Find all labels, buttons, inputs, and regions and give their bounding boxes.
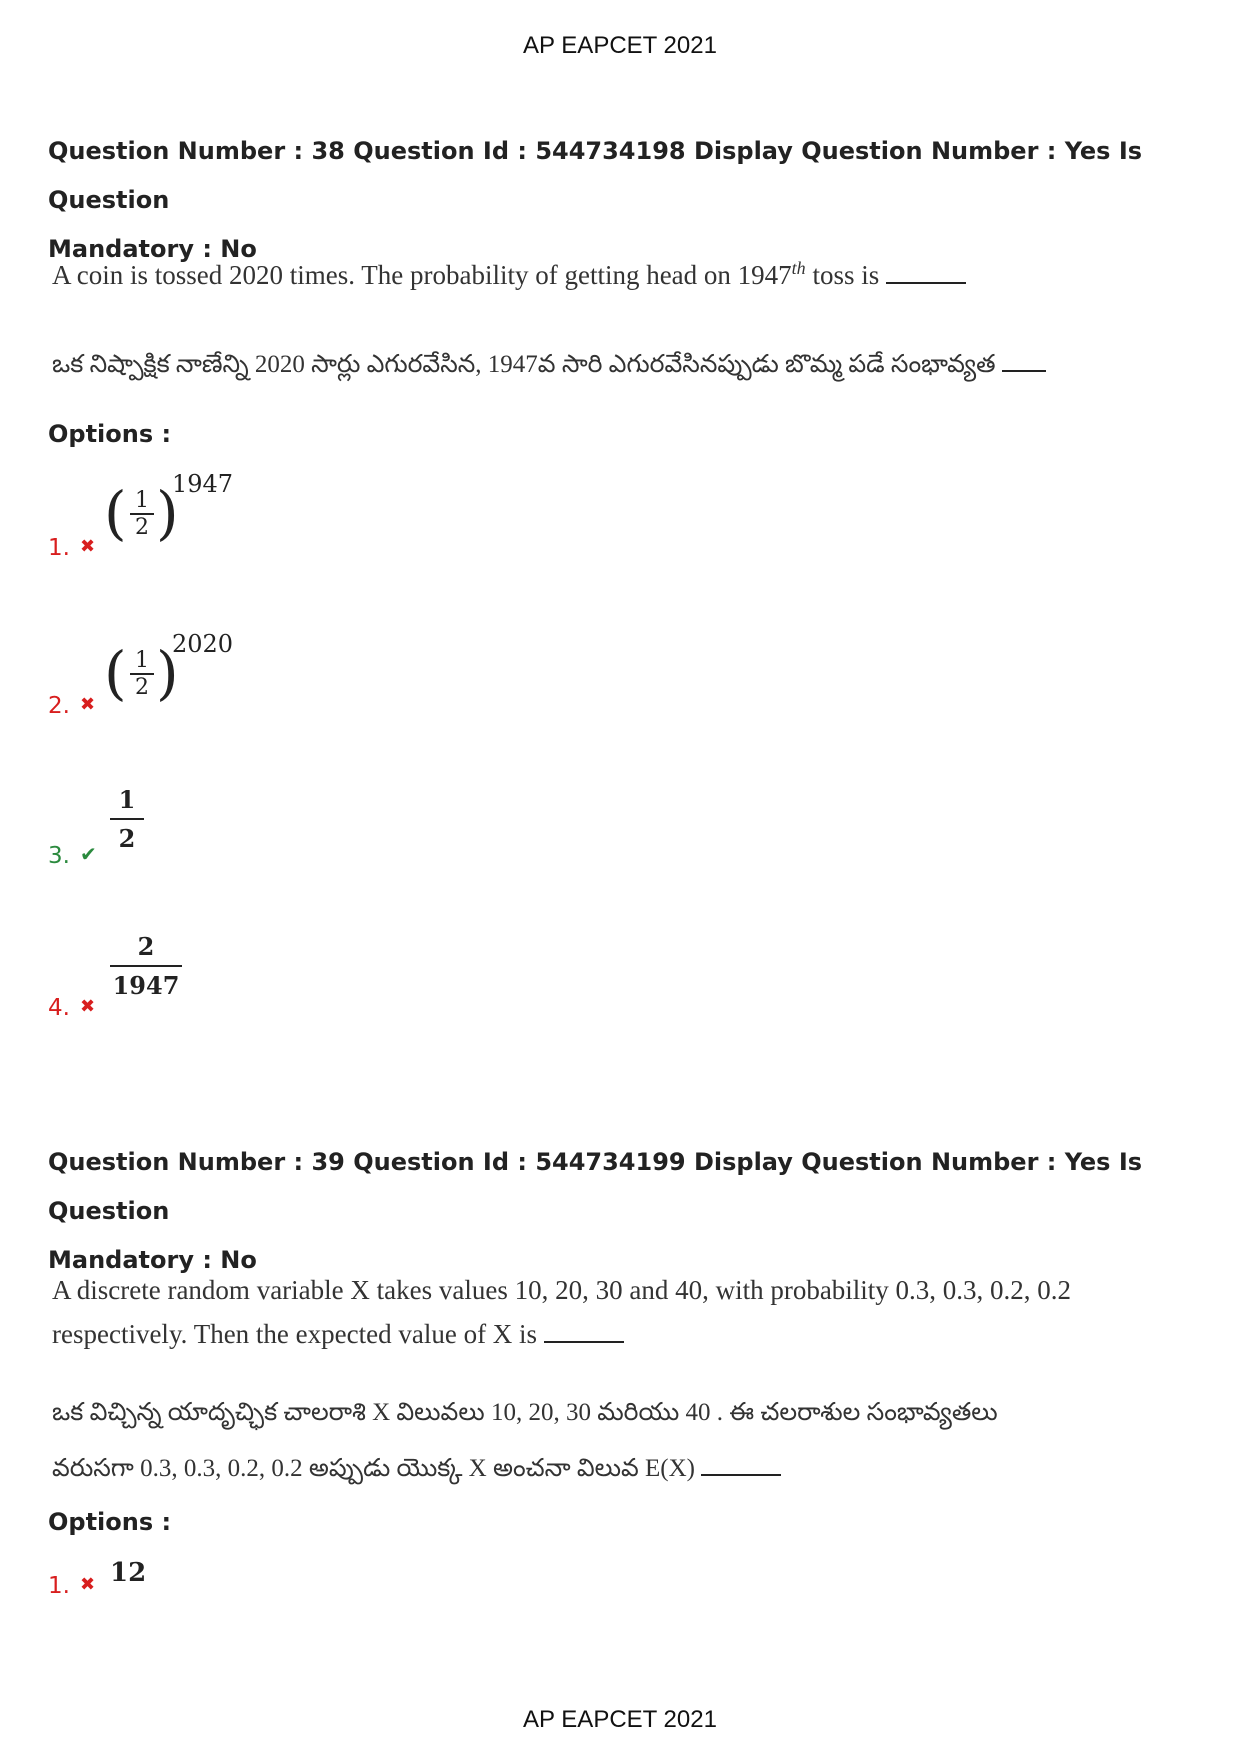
- option-number: 2.: [48, 693, 70, 719]
- right-paren: ): [156, 639, 179, 707]
- question-38-meta-line2: Mandatory : No: [48, 235, 257, 263]
- question-39-text-te-line2-content: వరుసగా 0.3, 0.3, 0.2, 0.2 అప్పుడు యొక్క X అంచనా విలువ E(X): [52, 1455, 702, 1482]
- wrong-icon: ✖: [80, 694, 96, 715]
- question-39-text-te-line1: ఒక విచ్చిన్న యాదృచ్ఛిక చాలరాశి X విలువలు 10, 20, 30 మరియు 40 . ఈ చలరాశుల సంభావ్యతలు: [52, 1399, 998, 1426]
- question-39-text-en-line2: [52, 1312, 1071, 1356]
- option-1-math: [104, 470, 244, 560]
- ordinal-suffix: th: [791, 258, 806, 278]
- question-38-meta-line1: Question Number : 38 Question Id : 544734198 Display Question Number : Yes Is Question: [48, 137, 1143, 214]
- wrong-icon: ✖: [80, 996, 96, 1017]
- question-39-text-en-line1: A discrete random variable X takes values 10, 20, 30 and 40, with probability 0.3, 0.3, 0.2, 0.2: [52, 1275, 1072, 1305]
- right-paren: ): [156, 479, 179, 547]
- wrong-icon: ✖: [80, 536, 96, 557]
- options-label: Options :: [48, 420, 172, 448]
- correct-check-icon: ✔: [80, 842, 97, 866]
- question-39-text-te: [52, 1385, 998, 1497]
- option-2-math: [104, 630, 244, 720]
- option-3-math: [110, 785, 150, 865]
- options-label: Options :: [48, 1508, 172, 1536]
- question-39-text-en: [52, 1268, 1071, 1356]
- question-39-text-te-line2: [52, 1441, 998, 1497]
- exponent: 2020: [172, 630, 234, 658]
- page-header: AP EAPCET 2021: [523, 32, 717, 59]
- option-number: 1.: [48, 535, 70, 561]
- option-number: 3.: [48, 843, 70, 869]
- answer-blank: [886, 260, 966, 284]
- option-number: 4.: [48, 995, 70, 1021]
- numerator: 1: [135, 488, 149, 513]
- fraction: [130, 488, 154, 540]
- question-38-text-en-part1: A coin is tossed 2020 times. The probability of getting head on 1947: [52, 260, 792, 290]
- question-38-text-te: [52, 348, 1046, 385]
- numerator: 2: [137, 932, 155, 961]
- option-4-math: [110, 932, 190, 1012]
- denominator: 2: [118, 824, 136, 853]
- question-39-text-en-line2-content: respectively. Then the expected value of X is: [52, 1319, 544, 1349]
- wrong-icon: ✖: [80, 1574, 96, 1595]
- question-39-meta-line1: Question Number : 39 Question Id : 544734199 Display Question Number : Yes Is Question: [48, 1148, 1143, 1225]
- page-footer: AP EAPCET 2021: [523, 1706, 717, 1733]
- exponent: 1947: [172, 470, 234, 498]
- fraction: [130, 648, 154, 700]
- question-39-meta-line2: Mandatory : No: [48, 1246, 257, 1274]
- denominator: 2: [135, 675, 149, 700]
- numerator: 1: [118, 785, 136, 814]
- option-number: 1.: [48, 1573, 70, 1599]
- answer-blank: [544, 1319, 624, 1343]
- fraction: [110, 785, 144, 853]
- fraction: [110, 932, 182, 1000]
- left-paren: (: [104, 639, 127, 707]
- answer-blank: [1002, 348, 1046, 372]
- denominator: 2: [135, 515, 149, 540]
- answer-blank: [701, 1452, 781, 1476]
- question-38-text-en: [52, 258, 966, 291]
- option-1-value: 12: [110, 1558, 147, 1588]
- left-paren: (: [104, 479, 127, 547]
- question-39-meta: [48, 1138, 1198, 1285]
- question-38-meta: [48, 127, 1198, 274]
- question-38-text-en-part2: toss is: [805, 260, 886, 290]
- numerator: 1: [135, 648, 149, 673]
- denominator: 1947: [112, 971, 180, 1000]
- question-38-text-te-content: ఒక నిష్పాక్షిక నాణేన్ని 2020 సార్లు ఎగురవేసిన, 1947వ సారి ఎగురవేసినప్పుడు బొమ్మ పడే సంభావ్యత: [52, 351, 1002, 378]
